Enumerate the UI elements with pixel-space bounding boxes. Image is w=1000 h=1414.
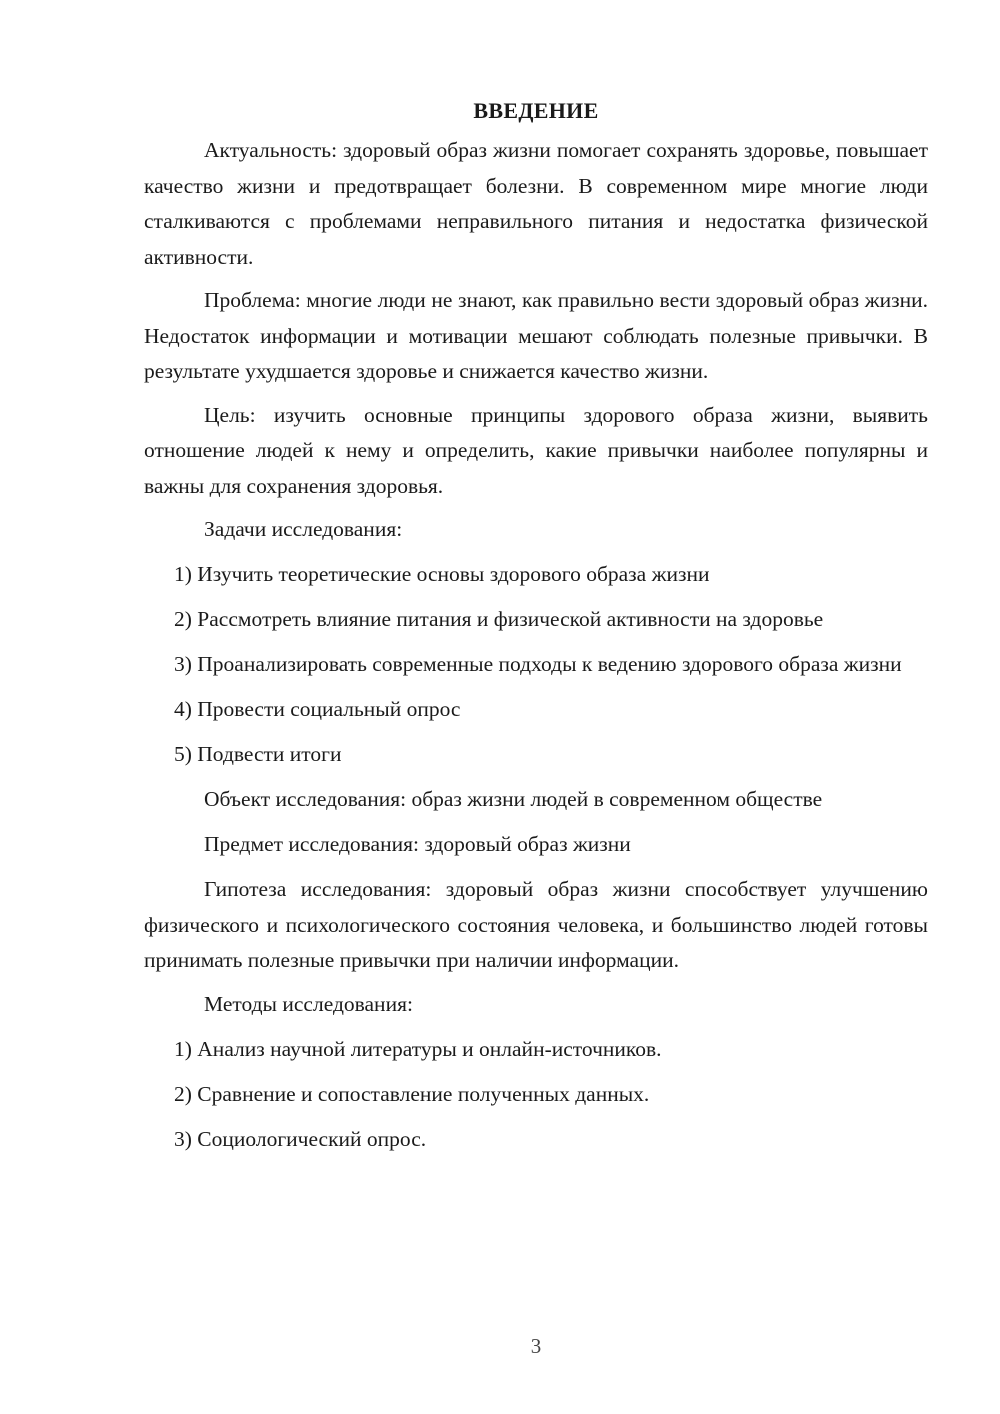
method-item-1: 1) Анализ научной литературы и онлайн-источников.: [174, 1036, 662, 1061]
task-item-2: 2) Рассмотреть влияние питания и физической активности на здоровье: [174, 607, 824, 631]
method-item-2: 2) Сравнение и сопоставление полученных данных.: [174, 1081, 650, 1106]
section-title: ВВЕДЕНИЕ: [473, 98, 599, 123]
task-item-4: 4) Провести социальный опрос: [174, 697, 461, 721]
research-object: Объект исследования: образ жизни людей в современном обществе: [204, 787, 823, 811]
page-content: [144, 95, 928, 1167]
task-item-3: 3) Проанализировать современные подходы к ведению здорового образа жизни: [174, 652, 902, 676]
relevance-paragraph: Актуальность: здоровый образ жизни помогает сохранять здоровье, повышает качество жизни и предотвращает болезни. В современном мире многие люди сталкиваются с проблемами неправильного питания и недостатка физической активности.: [144, 138, 928, 269]
method-item-3: 3) Социологический опрос.: [174, 1126, 427, 1151]
hypothesis-paragraph: Гипотеза исследования: здоровый образ жизни способствует улучшению физического и психологического состояния человека, и большинство людей готовы принимать полезные привычки при наличии информации.: [144, 877, 928, 972]
tasks-heading: Задачи исследования:: [204, 517, 403, 541]
task-item-5: 5) Подвести итоги: [174, 742, 342, 766]
task-item-1: 1) Изучить теоретические основы здорового образа жизни: [174, 562, 710, 586]
problem-paragraph: Проблема: многие люди не знают, как правильно вести здоровый образ жизни. Недостаток информации и мотивации мешают соблюдать полезные привычки. В результате ухудшается здоровье и снижается качество жизни.: [144, 288, 928, 383]
methods-heading: Методы исследования:: [204, 991, 413, 1016]
research-subject: Предмет исследования: здоровый образ жизни: [204, 832, 631, 856]
goal-paragraph: Цель: изучить основные принципы здорового образа жизни, выявить отношение людей к нему и определить, какие привычки наиболее популярны и важны для сохранения здоровья.: [144, 402, 928, 498]
page-number: 3: [530, 1334, 542, 1358]
